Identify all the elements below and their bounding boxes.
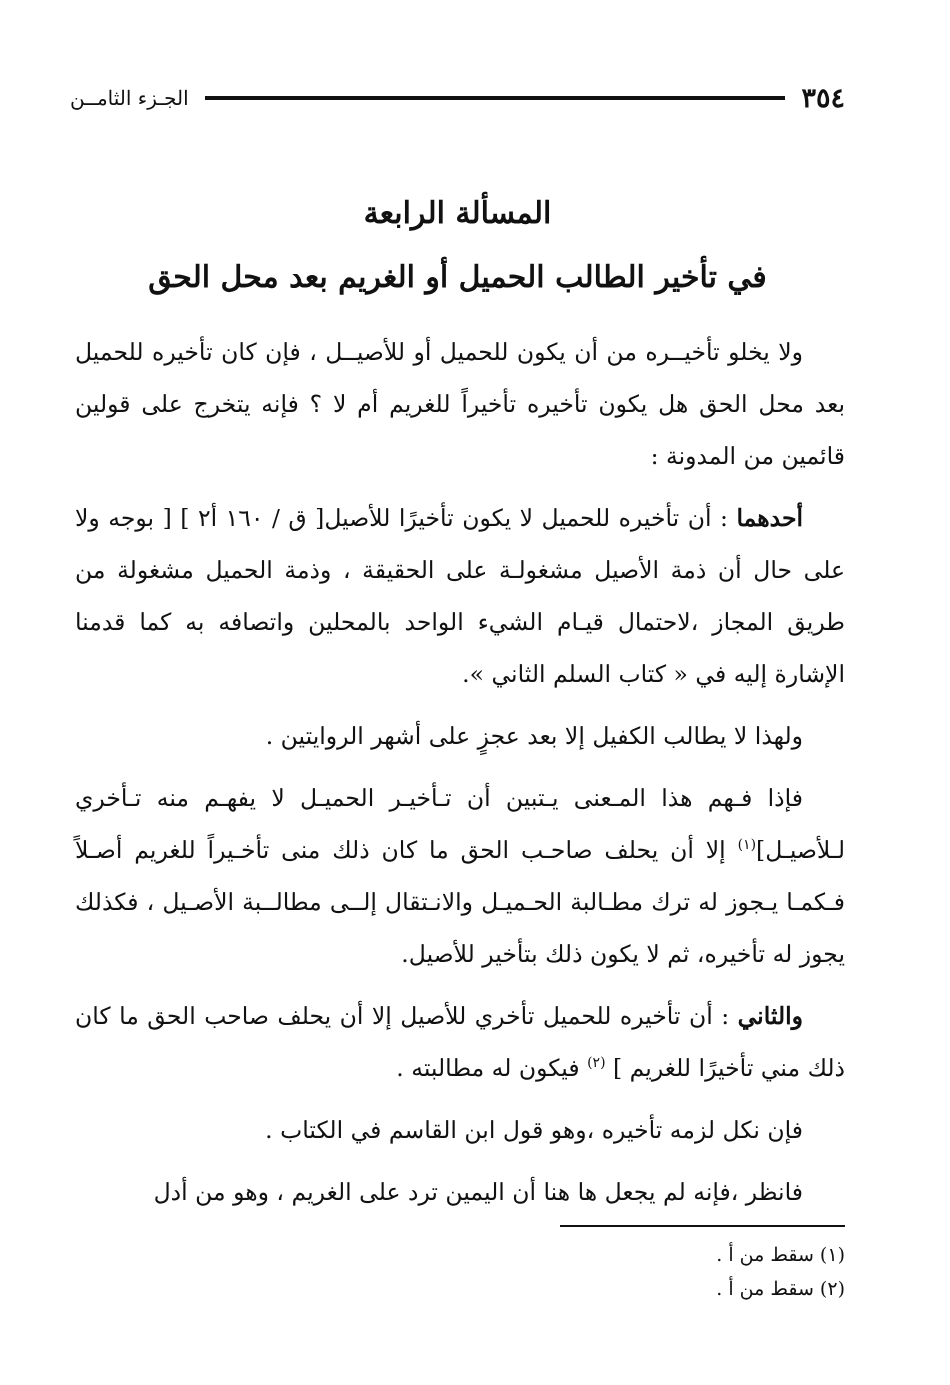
footnote-1: (١) سقط من أ .: [716, 1244, 845, 1266]
page-number: ٣٥٤: [801, 82, 845, 114]
paragraph-5-text-a: : أن تأخيره للحميل تأخري للأصيل إلا أن يحلف صاحب الحق ما كان ذلك مني تأخيرًا للغريم ]: [75, 1002, 845, 1082]
footnote-rule: [560, 1225, 845, 1227]
paragraph-4-text-a: فإذا فـهم هذا المـعنى يـتبين أن تـأخيـر الحميـل لا يفهـم منه تـأخري لـلأصيـل]: [75, 784, 845, 864]
footnote-ref-2[interactable]: (٢): [587, 1055, 606, 1072]
paragraph-5-text-b: فيكون له مطالبته .: [396, 1054, 588, 1082]
body-text: [75, 326, 845, 1228]
paragraph-7: فانظر ،فإنه لم يجعل ها هنا أن اليمين ترد على الغريم ، وهو من أدل: [153, 1178, 803, 1206]
page-header: [70, 80, 845, 116]
paragraph-5-lead: والثاني: [737, 1002, 803, 1030]
section-title: المسألة الرابعة: [363, 196, 552, 231]
footnote-ref-1[interactable]: (١): [737, 837, 757, 854]
paragraph-4-text-b: إلا أن يحلف صاحـب الحق ما كان ذلك منى تأخـيراً للغريم أصـلاً فـكمـا يـجوز له ترك مطـالبة الحـميـل والانـتقال إلــى مطالــبة الأصـيل ، فكذلك يجوز له تأخيره، ثم لا يكون ذلك بتأخير للأصيل.: [75, 836, 845, 968]
section-subtitle: في تأخير الطالب الحميل أو الغريم بعد محل الحق: [148, 260, 767, 295]
paragraph-4: [75, 772, 845, 980]
paragraph-2-text: : أن تأخيره للحميل لا يكون تأخيرًا للأصيل[ ق / ١٦٠ أ٢ ] [ بوجه ولا على حال أن ذمة الأصيل مشغولـة على الحقيقة ، وذمة الحميل مشغولة من طريق المجاز ،لاحتمال قيـام الشيء الواحد بالمحلين واتصافه به كما قدمنا الإشارة إليه في « كتاب السلم الثاني ».: [75, 504, 845, 688]
running-title: الجـزء الثامــن: [70, 86, 189, 110]
footnotes: [75, 1238, 845, 1306]
paragraph-1: ولا يخلو تأخيــره من أن يكون للحميل أو للأصيــل ، فإن كان تأخيره للحميل بعد محل الحق هل يكون تأخيره تأخيراً للغريم أم لا ؟ فإنه يتخرج على قولين قائمين من المدونة :: [75, 338, 845, 470]
paragraph-5: [75, 990, 845, 1094]
header-rule: [205, 96, 786, 100]
footnote-2: (٢) سقط من أ .: [716, 1278, 845, 1300]
paragraph-6: فإن نكل لزمه تأخيره ،وهو قول ابن القاسم في الكتاب .: [265, 1116, 803, 1144]
paragraph-2-lead: أحدهما: [736, 504, 803, 532]
paragraph-3: ولهذا لا يطالب الكفيل إلا بعد عجزٍ على أشهر الروايتين .: [265, 722, 803, 750]
paragraph-2: [75, 492, 845, 700]
